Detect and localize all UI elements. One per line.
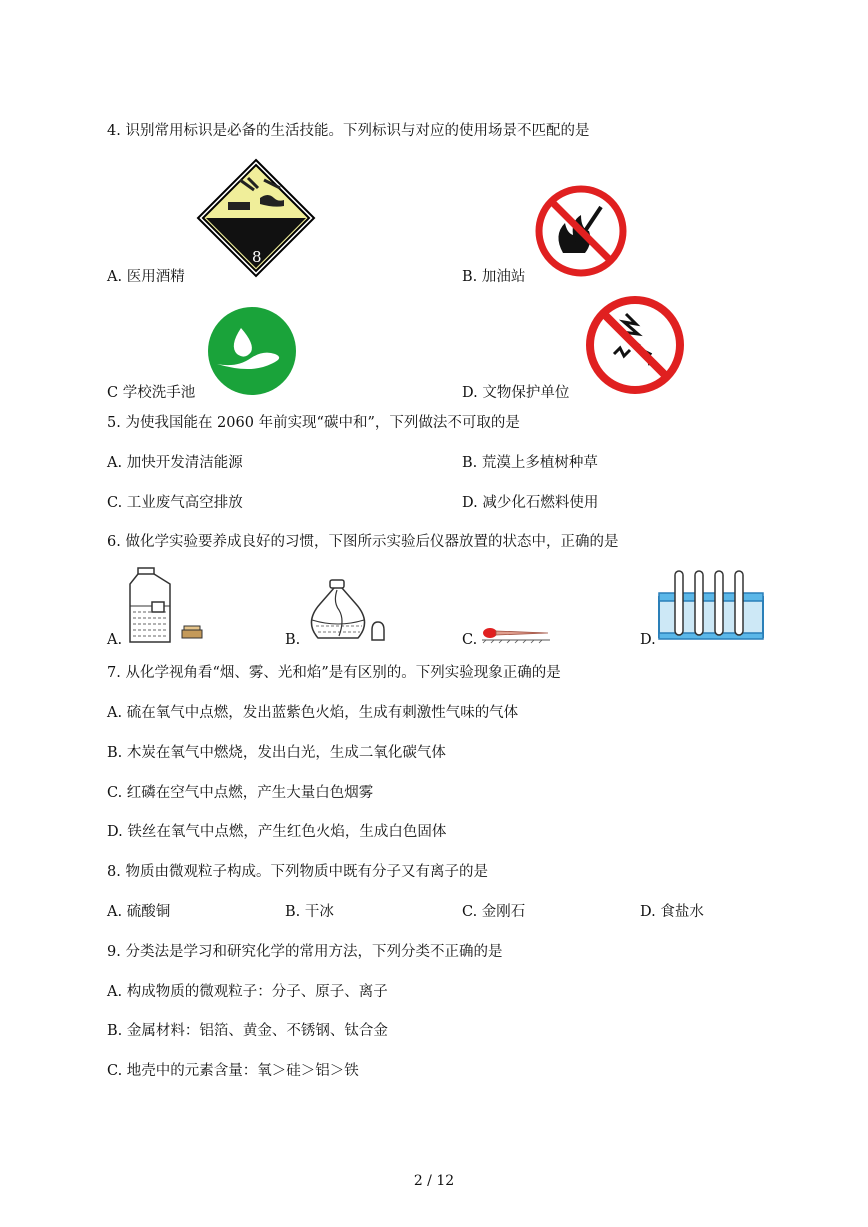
question-8-option-d: D. 食盐水	[640, 904, 704, 920]
dropper-on-table-icon	[480, 624, 552, 644]
question-5-stem: 5. 为使我国能在 2060 年前实现“碳中和”，下列做法不可取的是	[107, 415, 520, 431]
question-7-option-d: D. 铁丝在氧气中点燃，产生红色火焰，生成白色固体	[107, 824, 447, 840]
question-8-option-a: A. 硫酸铜	[107, 904, 171, 920]
sign-number-8: 8	[252, 248, 262, 266]
question-4-option-a: A. 医用酒精	[107, 269, 185, 285]
question-9-option-c: C. 地壳中的元素含量：氧＞硅＞铝＞铁	[107, 1063, 359, 1079]
test-tube-rack-icon	[655, 567, 767, 645]
question-4-option-d: D. 文物保护单位	[462, 385, 570, 401]
question-8-stem: 8. 物质由微观粒子构成。下列物质中既有分子又有离子的是	[107, 864, 488, 880]
question-5-option-b: B. 荒漠上多植树种草	[462, 455, 598, 471]
question-6-stem: 6. 做化学实验要养成良好的习惯，下图所示实验后仪器放置的状态中，正确的是	[107, 534, 619, 550]
question-5-option-a: A. 加快开发清洁能源	[107, 455, 243, 471]
question-6-option-a: A.	[107, 632, 123, 648]
question-8-option-c: C. 金刚石	[462, 904, 526, 920]
alcohol-lamp-icon	[300, 578, 392, 646]
question-9-option-b: B. 金属材料：铝箔、黄金、不锈钢、钛合金	[107, 1023, 388, 1039]
question-7-option-a: A. 硫在氧气中点燃，发出蓝紫色火焰，生成有刺激性气味的气体	[107, 705, 519, 721]
question-4-option-b: B. 加油站	[462, 269, 526, 285]
corrosive-sign-icon	[196, 158, 316, 278]
question-8-option-b: B. 干冰	[285, 904, 334, 920]
no-tree-cutting-sign-icon	[584, 294, 686, 396]
question-9-option-a: A. 构成物质的微观粒子：分子、原子、离子	[107, 984, 388, 1000]
question-7-stem: 7. 从化学视角看“烟、雾、光和焰”是有区别的。下列实验现象正确的是	[107, 665, 561, 681]
page-number: 2 / 12	[413, 1173, 455, 1189]
reagent-bottle-icon	[124, 566, 208, 646]
question-6-option-d: D.	[640, 632, 656, 648]
no-fire-sign-icon	[533, 183, 629, 279]
question-5-option-d: D. 减少化石燃料使用	[462, 495, 599, 511]
question-6-option-c: C.	[462, 632, 478, 648]
question-7-option-c: C. 红磷在空气中点燃，产生大量白色烟雾	[107, 785, 374, 801]
question-4-stem: 4. 识别常用标识是必备的生活技能。下列标识与对应的使用场景不匹配的是	[107, 123, 590, 139]
water-saving-sign-icon	[207, 306, 297, 396]
question-9-stem: 9. 分类法是学习和研究化学的常用方法，下列分类不正确的是	[107, 944, 503, 960]
question-5-option-c: C. 工业废气高空排放	[107, 495, 243, 511]
question-7-option-b: B. 木炭在氧气中燃烧，发出白光，生成二氧化碳气体	[107, 745, 446, 761]
question-4-option-c: C 学校洗手池	[107, 385, 196, 401]
question-6-option-b: B.	[285, 632, 301, 648]
